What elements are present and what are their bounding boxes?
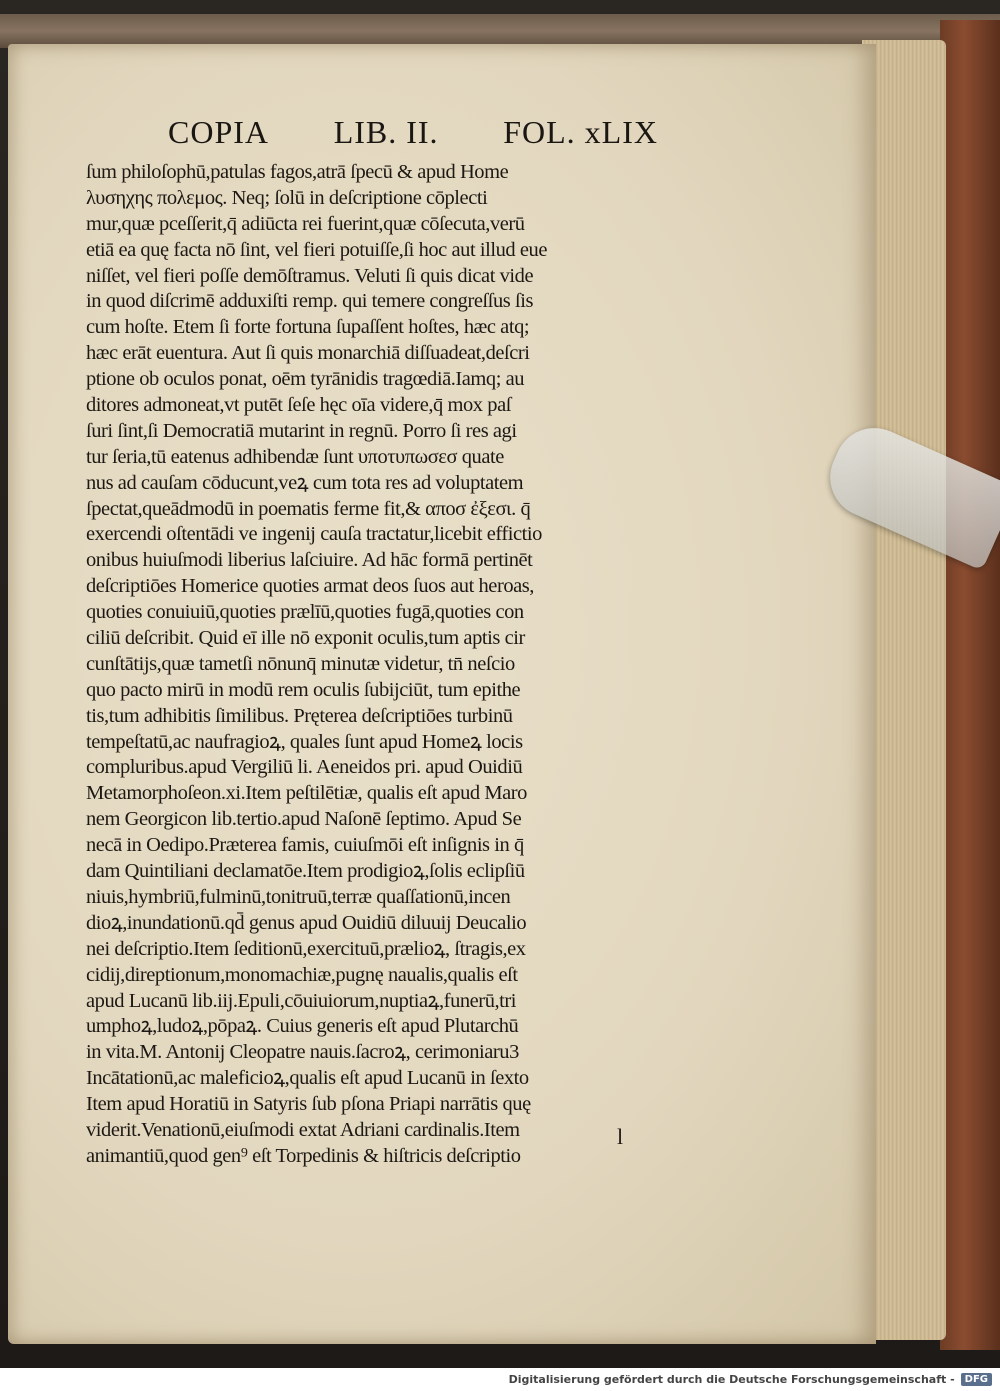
text-line: ditores admoneat,vt putēt ſeſe hęc oīa videre,q̄ mox paſ [86,394,511,417]
footer-bar [0,1368,1000,1391]
text-line: in quod diſcrimē adduxiſti remp. qui temere congreſſus ſis [86,290,534,313]
text-line: animantiū,quod gen⁹ eſt Torpedinis & hiſtricis deſcriptio [86,1144,521,1167]
text-line: necā in Oedipo.Præterea famis, cuiuſmōi eſt inſignis in q̄ [86,834,524,857]
text-line: cidij,direptionum,monomachiæ,pugnę naualis,qualis eſt [86,963,518,986]
text-line: nei deſcriptio.Item ſeditionū,exercituū,prælioꝝ, ſtragis,ex [86,937,526,960]
footer-credit: Digitalisierung gefördert durch die Deutsche Forschungsgemeinschaft - [508,1373,955,1386]
book-cover-top [0,14,1000,48]
text-line: nem Georgicon lib.tertio.apud Naſonē ſeptimo. Apud Se [86,808,522,831]
text-line: tur ſeria,tū eatenus adhibendæ ſunt υποτυπωσεσ quate [86,445,504,468]
header-folio: FOL. xLIX [503,114,658,150]
text-line: cum hoſte. Etem ſi forte fortuna ſupaſſent hoſtes, hæc atq; [86,316,530,339]
text-line: cunſtātijs,quæ tametſi nōnunq̄ minutæ videtur, tn̄ neſcio [86,652,515,675]
text-line: dioꝝ,inundationū.qd̄ genus apud Ouidiū diluuij Deucalio [86,911,527,934]
text-line: tis,tum adhibitis ſimilibus. Pręterea deſcriptiōes turbinū [86,704,513,727]
text-line: compluribus.apud Vergiliū li. Aeneidos pri. apud Ouidiū [86,756,523,779]
text-line: Item apud Horatiū in Satyris ſub pſona Priapi narrātis quę [86,1093,531,1116]
text-line: etiā ea quę facta nō ſint, vel fieri potuiſſe,ſi hoc aut illud eue [86,238,547,261]
text-line: Metamorphoſeon.xi.Item peſtilētiæ, qualis eſt apud Maro [86,782,527,805]
book-cover-edge [940,20,1000,1350]
text-line: ſuri ſint,ſi Democratiā mutarint in regnū. Porro ſi res agi [86,419,517,442]
text-line: nus ad cauſam cōducunt,veꝝ cum tota res ad voluptatem [86,471,524,494]
text-line: viderit.Venationū,eiuſmodi extat Adriani cardinalis.Item [86,1118,520,1141]
text-line: ſpectat,queādmodū in poematis ferme fit,& αποσ ἐξεσι. q̄ [86,497,531,520]
text-line: ptione ob oculos ponat, oēm tyrānidis tragœdiā.Iamq; au [86,368,525,391]
text-line: hæc erāt euentura. Aut ſi quis monarchiā diſſuadeat,deſcri [86,342,530,365]
text-line: ciliū deſcribit. Quid eī ille nō exponit oculis,tum aptis cir [86,627,525,650]
text-line: quoties conuiuiū,quoties prælīū,quoties fugā,quoties con [86,601,524,624]
text-line: mur,quæ pceſſerit,q̄ adiūcta rei fuerint,quæ cōſecuta,verū [86,212,525,235]
text-line: deſcriptiōes Homerice quoties armat deos ſuos aut heroas, [86,575,534,598]
body-text [86,160,682,1170]
text-line: exercendi oſtentādi ve ingenij cauſa tractatur,licebit effictio [86,523,542,546]
signature-mark: l [617,1124,624,1149]
text-line: quo pacto mirū in modū rem oculis ſubijciūt, tum epithe [86,678,521,701]
header-title: COPIA [168,114,270,150]
text-line: ſum philoſophū,patulas fagos,atrā ſpecū & apud Home [86,161,509,183]
text-line: dam Quintiliani declamatōe.Item prodigioꝝ,ſolis eclipſiū [86,860,525,883]
text-line: Incātationū,ac maleficioꝝ,qualis eſt apud Lucanū in ſexto [86,1067,529,1090]
text-line: onibus huiuſmodi liberius laſciuire. Ad hāc formā pertinēt [86,549,533,572]
text-line: in vita.M. Antonij Cleopatre nauis.ſacroꝝ, cerimoniaru3 [86,1041,519,1064]
text-line: niſſet, vel fieri poſſe demōſtramus. Veluti ſi quis dicat vide [86,264,534,287]
text-line: apud Lucanū lib.iij.Epuli,cōuiuiorum,nuptiaꝝ,funerū,tri [86,989,517,1012]
running-header [168,114,658,151]
text-line: λυσηχης πολεμος. Neq; ſolū in deſcriptione cōplecti [86,186,488,209]
text-line: niuis,hymbriū,fulminū,tonitruū,terræ quaſſationū,incen [86,885,511,908]
text-line: umphoꝝ,ludoꝝ,pōpaꝝ. Cuius generis eſt apud Plutarchū [86,1015,519,1038]
text-line: tempeſtatū,ac naufragioꝝ, quales ſunt apud Homeꝝ locis [86,730,523,753]
dfg-logo-icon: DFG [961,1373,992,1386]
header-book: LIB. II. [333,114,439,150]
